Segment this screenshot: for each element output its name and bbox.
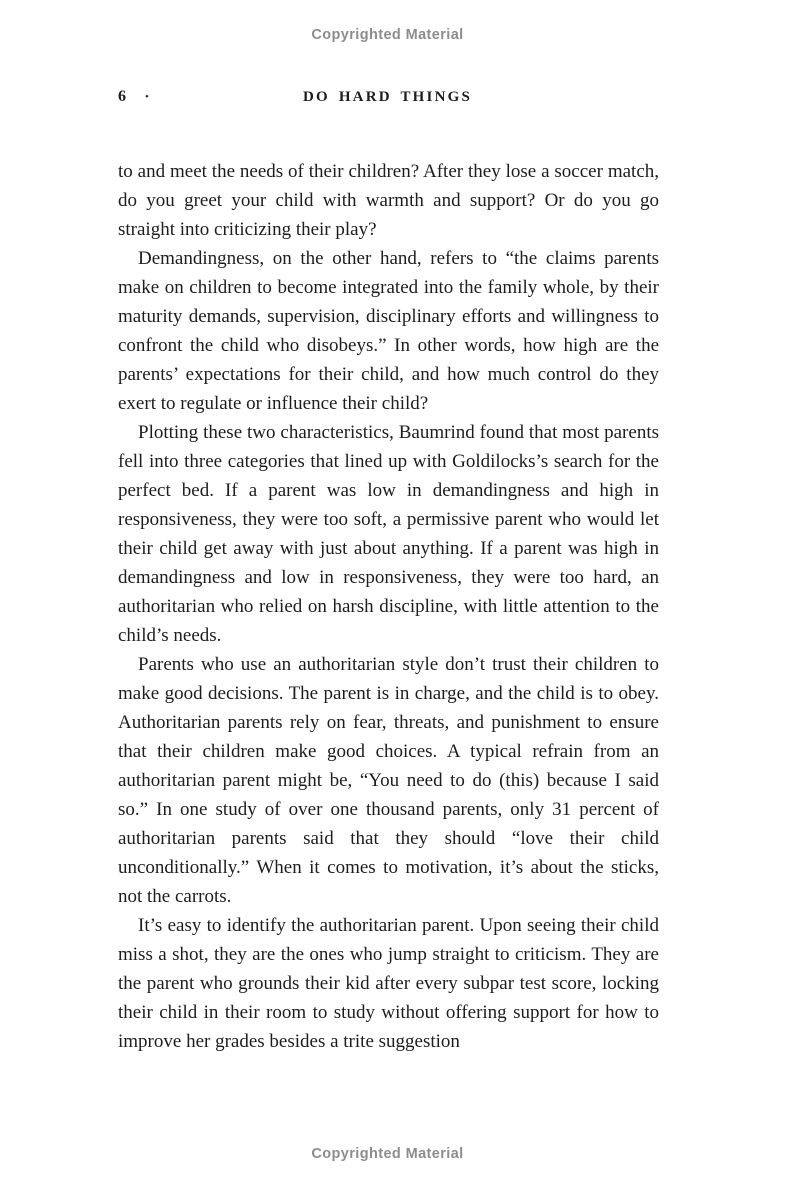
page-header — [0, 88, 775, 108]
bullet-separator: • — [145, 91, 149, 103]
page-number: 6 — [118, 88, 126, 105]
paragraph: Demandingness, on the other hand, refers to “the claims parents make on children to become integrated into the family whole, by their maturity demands, supervision, disciplinary efforts and willingness to confront the child who disobeys.” In other words, how high are the parents’ expectations for their child, and how much control do they exert to regulate or influence their child? — [118, 248, 659, 414]
page-number-group — [118, 88, 149, 106]
page-body-text — [118, 157, 659, 1056]
copyright-watermark-top: Copyrighted Material — [311, 27, 464, 43]
paragraph: It’s easy to identify the authoritarian parent. Upon seeing their child miss a shot, they are the ones who jump straight to criticism. They are the parent who grounds their kid after every subpar test score, locking their child in their room to study without offering support for how to improve her grades besides a trite suggestion — [118, 915, 659, 1052]
paragraph: Parents who use an authoritarian style don’t trust their children to make good decisions. The parent is in charge, and the child is to obey. Authoritarian parents rely on fear, threats, and punishment to ensure that their children make good choices. A typical refrain from an authoritarian parent might be, “You need to do (this) because I said so.” In one study of over one thousand parents, only 31 percent of authoritarian parents said that they should “love their child unconditionally.” When it comes to motivation, it’s about the sticks, not the carrots. — [118, 654, 659, 907]
paragraph: to and meet the needs of their children? After they lose a soccer match, do you greet your child with warmth and support? Or do you go straight into criticizing their play? — [118, 161, 659, 240]
copyright-watermark-bottom: Copyrighted Material — [311, 1146, 464, 1162]
running-head: DO HARD THINGS — [302, 89, 473, 105]
paragraph: Plotting these two characteristics, Baumrind found that most parents fell into three categories that lined up with Goldilocks’s search for the perfect bed. If a parent was low in demandingness and high in responsiveness, they were too soft, a permissive parent who would let their child get away with just about anything. If a parent was high in demandingness and low in responsiveness, they were too hard, an authoritarian who relied on harsh discipline, with little attention to the child’s needs. — [118, 422, 659, 646]
